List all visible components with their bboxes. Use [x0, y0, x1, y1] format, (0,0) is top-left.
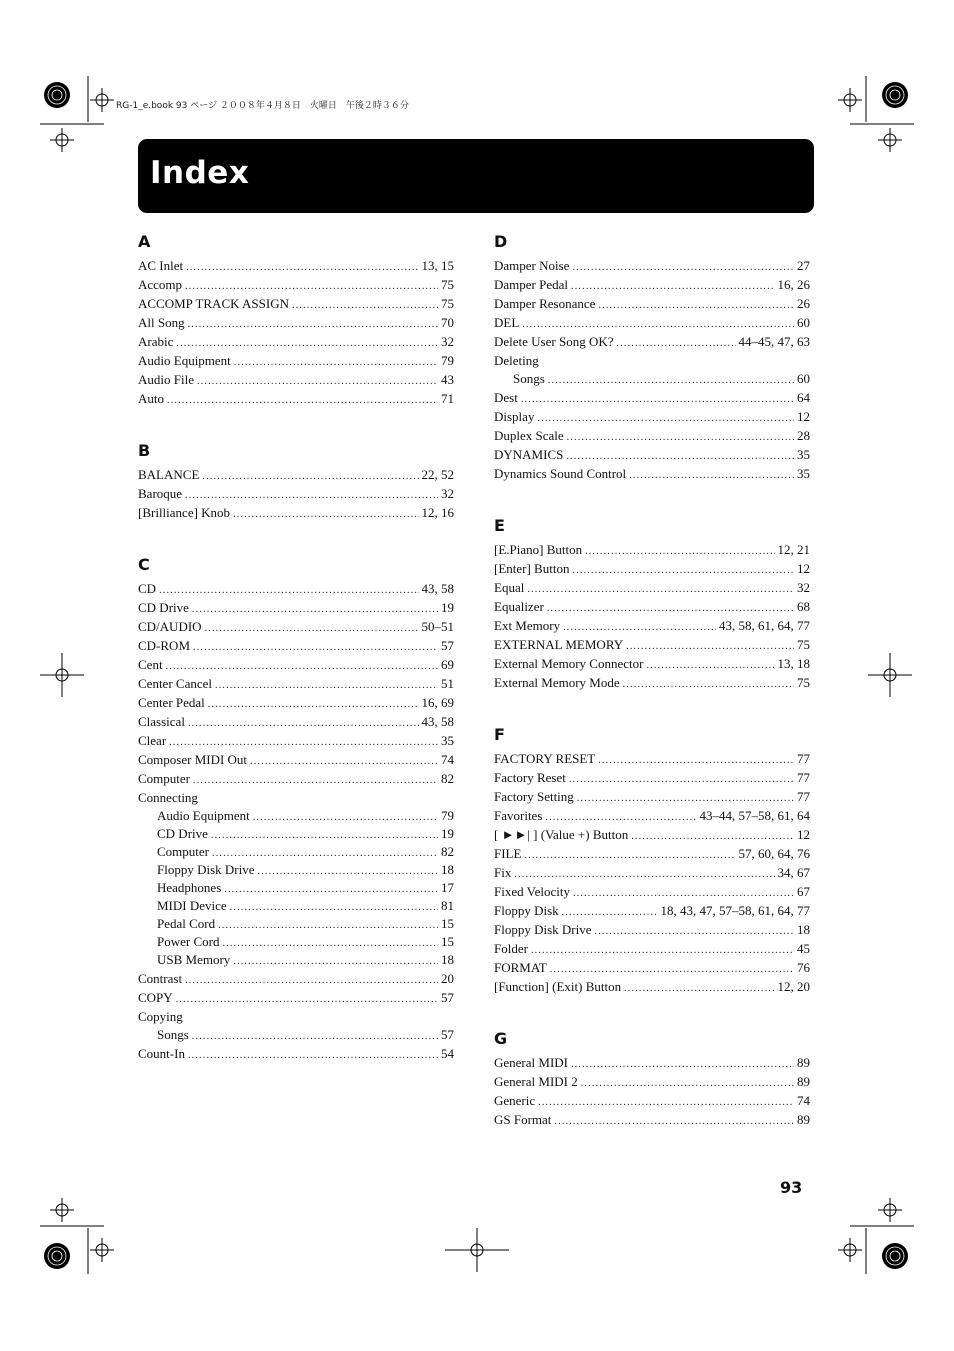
dot-leader: [527, 580, 794, 599]
dot-leader: [571, 1055, 794, 1074]
index-entry: [138, 275, 454, 294]
dot-leader: [211, 827, 438, 845]
entry-pages: 75: [441, 277, 454, 292]
index-entry: [138, 750, 454, 769]
dot-leader: [629, 466, 794, 485]
index-entry: [494, 863, 810, 882]
dot-leader: [250, 752, 438, 771]
entry-pages: 82: [441, 771, 454, 786]
entry-label: CD/AUDIO: [138, 619, 202, 634]
dot-leader: [585, 542, 774, 561]
index-entry: [494, 635, 810, 654]
index-entry: [138, 294, 454, 313]
entry-pages: 12: [797, 561, 810, 576]
index-entry: [494, 1072, 810, 1091]
entry-label: Display: [494, 409, 535, 424]
index-subentry: [138, 915, 454, 933]
index-entry: [494, 654, 810, 673]
index-entry: [138, 617, 454, 636]
index-entry: [494, 920, 810, 939]
index-entry: [494, 275, 810, 294]
entry-label: MIDI Device: [157, 898, 227, 913]
entry-label: Factory Setting: [494, 789, 574, 804]
entry-pages: 75: [797, 637, 810, 652]
entry-label: General MIDI: [494, 1055, 568, 1070]
dot-leader: [524, 846, 735, 865]
entry-pages: 81: [441, 898, 454, 913]
entry-label: Power Cord: [157, 934, 220, 949]
dot-leader: [569, 770, 794, 789]
entry-label: Floppy Disk: [494, 903, 559, 918]
index-entry: [494, 407, 810, 426]
entry-label: Copying: [138, 1009, 183, 1024]
index-entry: [138, 370, 454, 389]
index-subentry: [138, 825, 454, 843]
entry-label: Audio Equipment: [138, 353, 231, 368]
dot-leader: [537, 409, 794, 428]
dot-leader: [230, 899, 438, 917]
index-entry: [494, 426, 810, 445]
index-section-b: [138, 439, 454, 522]
page-number: 93: [780, 1178, 803, 1197]
entry-pages: 57: [441, 638, 454, 653]
entry-label: [E.Piano] Button: [494, 542, 583, 557]
entry-pages: 79: [441, 353, 454, 368]
index-entry: [494, 597, 810, 616]
index-section-a: [138, 230, 454, 408]
entry-label: Damper Noise: [494, 258, 570, 273]
entry-label: Folder: [494, 941, 528, 956]
entry-pages: 19: [441, 826, 454, 841]
entry-label: Connecting: [138, 790, 198, 805]
entry-label: GS Format: [494, 1112, 552, 1127]
entry-pages: 18: [797, 922, 810, 937]
index-entry: [138, 465, 454, 484]
dot-leader: [292, 296, 438, 315]
entry-pages: 77: [797, 789, 810, 804]
entry-label: AC Inlet: [138, 258, 184, 273]
dot-leader: [188, 315, 438, 334]
index-entry: [494, 825, 810, 844]
dot-leader: [176, 990, 438, 1009]
entry-label: Computer: [157, 844, 209, 859]
index-entry: [494, 332, 810, 351]
index-entry: [138, 712, 454, 731]
entry-pages: 35: [797, 447, 810, 462]
dot-leader: [521, 390, 794, 409]
index-subentry: [138, 843, 454, 861]
entry-label: FACTORY RESET: [494, 751, 596, 766]
index-entry: [138, 598, 454, 617]
index-entry: [138, 969, 454, 988]
entry-label: DEL: [494, 315, 520, 330]
section-letter: F: [494, 725, 505, 744]
index-entry: [494, 388, 810, 407]
index-subentry: [138, 807, 454, 825]
entry-pages: 71: [441, 391, 454, 406]
index-entry: [138, 674, 454, 693]
entry-pages: 89: [797, 1055, 810, 1070]
entry-label: CD Drive: [138, 600, 189, 615]
entry-pages: 82: [441, 844, 454, 859]
entry-pages: 43: [441, 372, 454, 387]
entry-pages: 13, 15: [421, 258, 454, 273]
dot-leader: [624, 979, 774, 998]
index-banner: [138, 139, 814, 213]
dot-leader: [581, 1074, 794, 1093]
index-entry: [494, 749, 810, 768]
dot-leader: [646, 656, 774, 675]
entry-label: Delete User Song OK?: [494, 334, 614, 349]
dot-leader: [233, 505, 418, 524]
entry-pages: 20: [441, 971, 454, 986]
entry-label: Center Pedal: [138, 695, 205, 710]
entry-pages: 69: [441, 657, 454, 672]
entry-label: [Enter] Button: [494, 561, 570, 576]
entry-label: Damper Pedal: [494, 277, 569, 292]
entry-pages: 16, 69: [421, 695, 454, 710]
dot-leader: [234, 353, 438, 372]
entry-label: Headphones: [157, 880, 222, 895]
entry-pages: 51: [441, 676, 454, 691]
dot-leader: [192, 600, 438, 619]
index-entry: [494, 673, 810, 692]
entry-label: Audio Equipment: [157, 808, 250, 823]
index-entry: [494, 768, 810, 787]
entry-label: Equalizer: [494, 599, 544, 614]
index-entry: [494, 559, 810, 578]
index-entry: [494, 844, 810, 863]
entry-label: USB Memory: [157, 952, 231, 967]
entry-label: Fixed Velocity: [494, 884, 570, 899]
entry-pages: 32: [797, 580, 810, 595]
entry-pages: 28: [797, 428, 810, 443]
entry-pages: 74: [441, 752, 454, 767]
entry-pages: 54: [441, 1046, 454, 1061]
entry-pages: 68: [797, 599, 810, 614]
index-entry: [494, 616, 810, 635]
index-entry: [138, 636, 454, 655]
entry-pages: 60: [797, 315, 810, 330]
entry-label: Baroque: [138, 486, 183, 501]
entry-label: Songs: [513, 371, 545, 386]
index-entry: [138, 389, 454, 408]
index-entry: [494, 578, 810, 597]
entry-pages: 12, 21: [777, 542, 810, 557]
index-subentry: [138, 951, 454, 969]
index-section-g: [494, 1027, 810, 1129]
entry-pages: 12: [797, 827, 810, 842]
entry-pages: 50–51: [421, 619, 454, 634]
entry-label: Favorites: [494, 808, 543, 823]
dot-leader: [531, 941, 794, 960]
index-entry: [494, 540, 810, 559]
section-letter: B: [138, 441, 151, 460]
index-entry: [494, 977, 810, 996]
dot-leader: [192, 1028, 438, 1046]
entry-label: Dest: [494, 390, 518, 405]
entry-pages: 89: [797, 1112, 810, 1127]
entry-label: EXTERNAL MEMORY: [494, 637, 624, 652]
entry-pages: 79: [441, 808, 454, 823]
dot-leader: [598, 296, 794, 315]
entry-pages: 75: [797, 675, 810, 690]
entry-label: Ext Memory: [494, 618, 561, 633]
entry-label: COPY: [138, 990, 173, 1005]
dot-leader: [548, 372, 794, 390]
index-entry: [138, 731, 454, 750]
dot-leader: [571, 277, 774, 296]
index-subentry: [494, 370, 810, 388]
dot-leader: [188, 714, 419, 733]
index-entry: [138, 503, 454, 522]
dot-leader: [253, 809, 438, 827]
dot-leader: [159, 581, 418, 600]
dot-leader: [193, 638, 438, 657]
index-subentry: [138, 1026, 454, 1044]
entry-label: [Function] (Exit) Button: [494, 979, 622, 994]
index-entry: [494, 256, 810, 275]
index-section-c: [138, 553, 454, 1063]
entry-pages: 44–45, 47, 63: [738, 334, 810, 349]
entry-pages: 18, 43, 47, 57–58, 61, 64, 77: [660, 903, 810, 918]
entry-pages: 34, 67: [777, 865, 810, 880]
entry-label: CD-ROM: [138, 638, 191, 653]
entry-pages: 12: [797, 409, 810, 424]
index-entry: [138, 1007, 454, 1026]
index-entry: [494, 1110, 810, 1129]
entry-label: Fix: [494, 865, 512, 880]
dot-leader: [186, 258, 418, 277]
entry-pages: 43, 58: [421, 714, 454, 729]
dot-leader: [188, 1046, 438, 1065]
index-entry: [494, 1091, 810, 1110]
section-letter: D: [494, 232, 508, 251]
entry-label: Classical: [138, 714, 185, 729]
index-entry: [138, 769, 454, 788]
entry-label: BALANCE: [138, 467, 200, 482]
index-entry: [494, 351, 810, 370]
entry-label: Computer: [138, 771, 190, 786]
dot-leader: [222, 935, 438, 953]
dot-leader: [208, 695, 419, 714]
dot-leader: [626, 637, 794, 656]
entry-label: Songs: [157, 1027, 189, 1042]
index-entry: [138, 788, 454, 807]
entry-pages: 43–44, 57–58, 61, 64: [699, 808, 810, 823]
entry-label: Duplex Scale: [494, 428, 564, 443]
entry-pages: 27: [797, 258, 810, 273]
dot-leader: [167, 391, 438, 410]
index-entry: [138, 693, 454, 712]
entry-pages: 77: [797, 770, 810, 785]
entry-label: Audio File: [138, 372, 194, 387]
entry-pages: 43, 58, 61, 64, 77: [719, 618, 810, 633]
entry-label: Floppy Disk Drive: [494, 922, 592, 937]
entry-label: Pedal Cord: [157, 916, 216, 931]
index-entry: [138, 1044, 454, 1063]
entry-pages: 89: [797, 1074, 810, 1089]
dot-leader: [224, 881, 438, 899]
entry-label: Floppy Disk Drive: [157, 862, 255, 877]
index-subentry: [138, 933, 454, 951]
entry-label: Deleting: [494, 353, 539, 368]
index-entry: [494, 445, 810, 464]
dot-leader: [258, 863, 439, 881]
entry-label: Accomp: [138, 277, 183, 292]
entry-pages: 70: [441, 315, 454, 330]
entry-pages: 15: [441, 916, 454, 931]
index-entry: [494, 313, 810, 332]
section-letter: E: [494, 516, 505, 535]
entry-pages: 32: [441, 486, 454, 501]
entry-label: Count-In: [138, 1046, 185, 1061]
dot-leader: [218, 917, 438, 935]
entry-label: CD Drive: [157, 826, 208, 841]
entry-label: [ ►►| ] (Value +) Button: [494, 827, 629, 842]
entry-pages: 45: [797, 941, 810, 956]
entry-label: FILE: [494, 846, 522, 861]
entry-label: ACCOMP TRACK ASSIGN: [138, 296, 289, 311]
index-entry: [494, 1053, 810, 1072]
section-letter: C: [138, 555, 150, 574]
entry-label: All Song: [138, 315, 185, 330]
entry-label: External Memory Mode: [494, 675, 620, 690]
page-title: Index: [150, 155, 250, 191]
dot-leader: [595, 922, 795, 941]
dot-leader: [623, 675, 794, 694]
index-entry: [138, 988, 454, 1007]
entry-pages: 57: [441, 1027, 454, 1042]
index-section-e: [494, 514, 810, 692]
index-entry: [494, 939, 810, 958]
index-entry: [138, 484, 454, 503]
entry-pages: 12, 20: [777, 979, 810, 994]
entry-pages: 60: [797, 371, 810, 386]
entry-pages: 12, 16: [421, 505, 454, 520]
entry-label: Arabic: [138, 334, 174, 349]
dot-leader: [197, 372, 438, 391]
entry-label: Generic: [494, 1093, 536, 1108]
index-subentry: [138, 879, 454, 897]
entry-label: Cent: [138, 657, 163, 672]
dot-leader: [617, 334, 736, 353]
dot-leader: [598, 751, 794, 770]
entry-label: [Brilliance] Knob: [138, 505, 231, 520]
dot-leader: [193, 771, 438, 790]
dot-leader: [554, 1112, 794, 1131]
entry-pages: 15: [441, 934, 454, 949]
index-entry: [138, 313, 454, 332]
entry-pages: 43, 58: [421, 581, 454, 596]
dot-leader: [233, 953, 438, 971]
index-entry: [138, 256, 454, 275]
entry-label: External Memory Connector: [494, 656, 644, 671]
index-entry: [494, 294, 810, 313]
index-entry: [138, 332, 454, 351]
entry-pages: 17: [441, 880, 454, 895]
dot-leader: [205, 619, 419, 638]
index-entry: [138, 351, 454, 370]
entry-pages: 13, 18: [777, 656, 810, 671]
entry-label: CD: [138, 581, 157, 596]
dot-leader: [572, 561, 794, 580]
entry-label: Contrast: [138, 971, 183, 986]
index-entry: [494, 901, 810, 920]
dot-leader: [572, 258, 794, 277]
entry-pages: 26: [797, 296, 810, 311]
index-section-f: [494, 723, 810, 996]
entry-pages: 32: [441, 334, 454, 349]
entry-label: Composer MIDI Out: [138, 752, 248, 767]
section-letter: G: [494, 1029, 508, 1048]
entry-label: Factory Reset: [494, 770, 566, 785]
entry-pages: 57, 60, 64, 76: [738, 846, 810, 861]
index-entry: [138, 579, 454, 598]
dot-leader: [185, 971, 438, 990]
file-info-header: RG-1_e.book 93 ページ ２００８年４月８日 火曜日 午後２時３６分: [116, 101, 409, 111]
dot-leader: [202, 467, 418, 486]
entry-pages: 67: [797, 884, 810, 899]
index-column-right: [494, 230, 810, 1160]
entry-pages: 18: [441, 952, 454, 967]
index-entry: [494, 882, 810, 901]
entry-label: Damper Resonance: [494, 296, 596, 311]
entry-pages: 22, 52: [421, 467, 454, 482]
entry-pages: 75: [441, 296, 454, 311]
entry-pages: 35: [797, 466, 810, 481]
index-entry: [494, 958, 810, 977]
index-column-left: [138, 230, 454, 1094]
dot-leader: [567, 428, 794, 447]
entry-label: Dynamics Sound Control: [494, 466, 627, 481]
entry-pages: 77: [797, 751, 810, 766]
entry-pages: 74: [797, 1093, 810, 1108]
index-subentry: [138, 861, 454, 879]
index-entry: [494, 464, 810, 483]
entry-label: Auto: [138, 391, 164, 406]
index-entry: [138, 655, 454, 674]
index-entry: [494, 806, 810, 825]
index-entry: [494, 787, 810, 806]
entry-pages: 18: [441, 862, 454, 877]
dot-leader: [215, 676, 438, 695]
entry-label: DYNAMICS: [494, 447, 564, 462]
entry-pages: 64: [797, 390, 810, 405]
dot-leader: [538, 1093, 794, 1112]
entry-pages: 35: [441, 733, 454, 748]
entry-pages: 16, 26: [777, 277, 810, 292]
entry-label: Center Cancel: [138, 676, 212, 691]
entry-label: FORMAT: [494, 960, 547, 975]
entry-pages: 19: [441, 600, 454, 615]
index-section-d: [494, 230, 810, 483]
entry-pages: 57: [441, 990, 454, 1005]
entry-label: Equal: [494, 580, 525, 595]
entry-pages: 76: [797, 960, 810, 975]
entry-label: General MIDI 2: [494, 1074, 578, 1089]
index-subentry: [138, 897, 454, 915]
section-letter: A: [138, 232, 151, 251]
entry-label: Clear: [138, 733, 167, 748]
